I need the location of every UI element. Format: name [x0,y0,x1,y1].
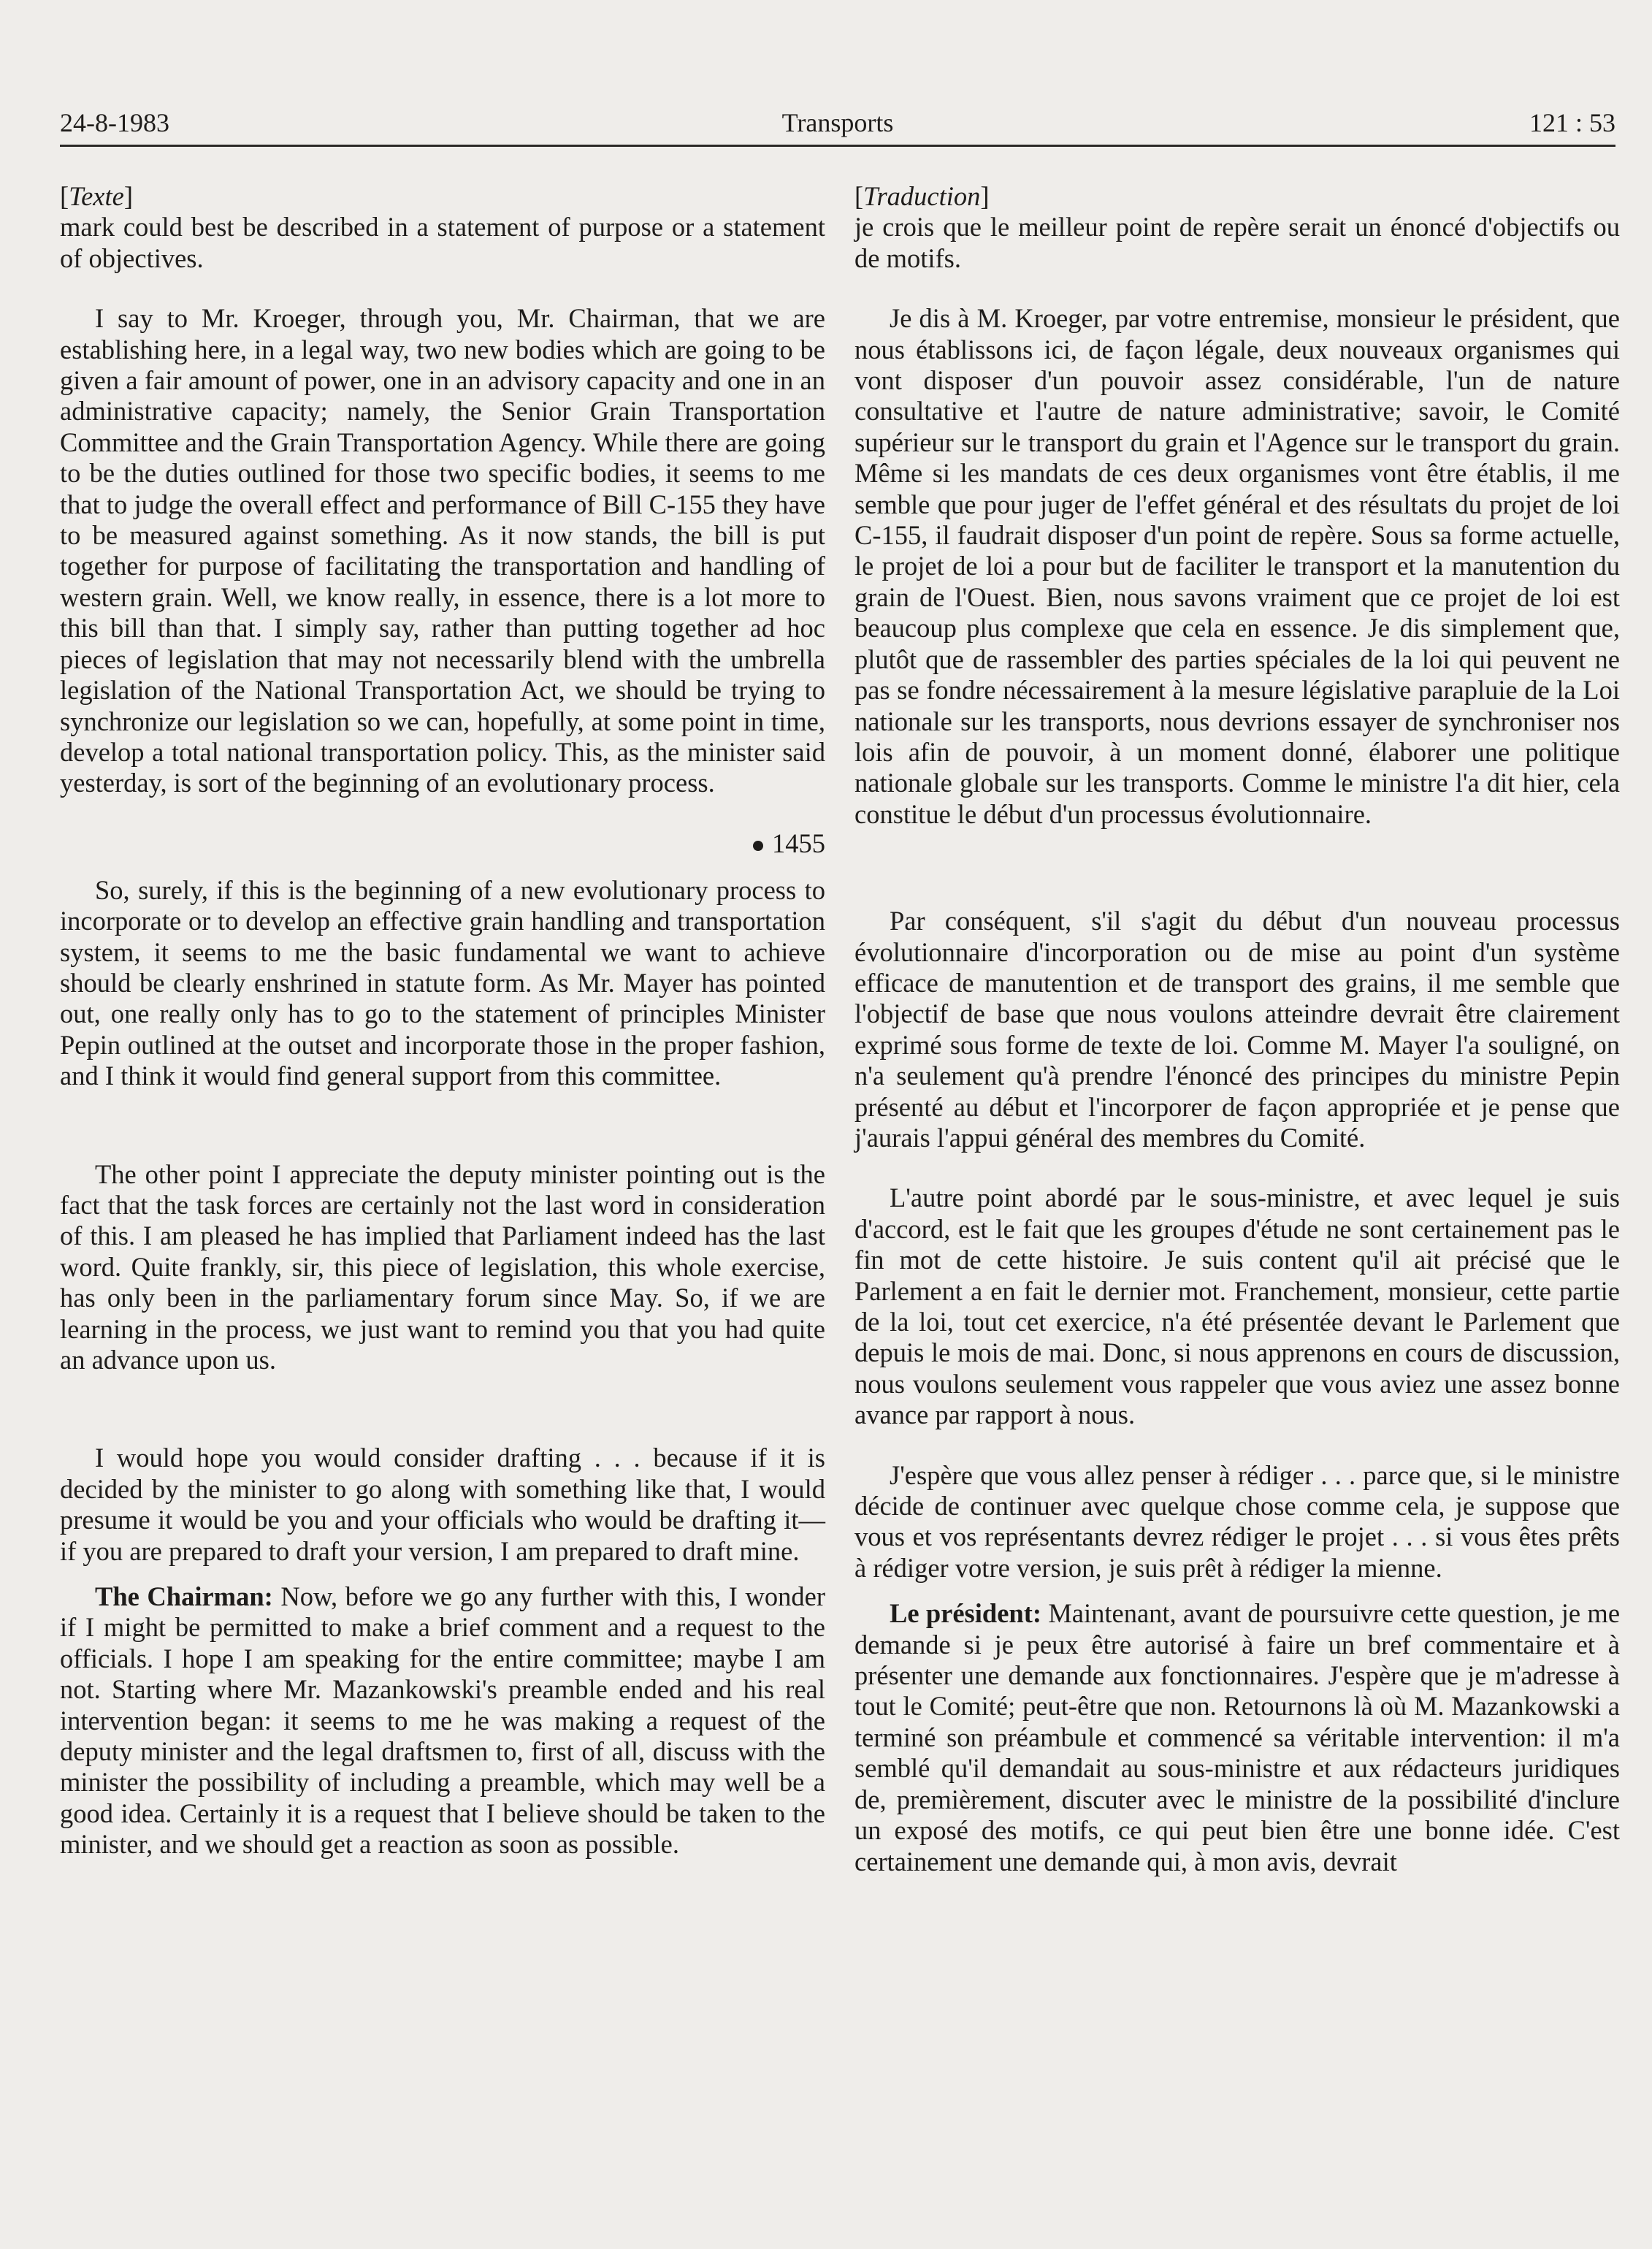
paragraph: mark could best be described in a statement of purpose or a statement of objectives. [60,212,825,273]
paragraph: je crois que le meilleur point de repère serait un énoncé d'objectifs ou de motifs. [854,212,1620,273]
speaker-name: The Chairman: [95,1581,273,1612]
time-marker: 1455 [60,828,825,859]
paragraph: L'autre point abordé par le sous-ministre, et avec lequel je suis d'accord, est le fait que les groupes d'étude ne sont certainement pas le fin mot de cette histoire. Je suis content qu'il ait précisé que le Parlement a en fait le dernier mot. Franchement, monsieur, cette partie de la loi, tout cet exercice, n'a été présentée devant le Parlement que depuis le mois de mai. Donc, si nous apprenons en cours de discussion, nous voulons seulement vous rappeler que vous aviez une assez bonne avance par rapport à nous. [854,1183,1620,1430]
header-title: Transports [781,108,894,137]
paragraph: I would hope you would consider drafting . . . because if it is decided by the minister to go along with something like that, I would presume it would be you and your officials who would be drafting it—if you are prepared to draft your version, I am prepared to draft mine. [60,1443,825,1566]
page-header [60,107,1615,147]
french-column [854,181,1620,1877]
speaker-name: Le président: [890,1598,1042,1629]
header-date: 24-8-1983 [60,108,169,137]
speaker-paragraph [854,1598,1620,1877]
paragraph: So, surely, if this is the beginning of a new evolutionary process to incorporate or to develop an effective grain handling and transportation system, it seems to me the basic fundamental we want to achieve should be clearly enshrined in statute form. As Mr. Mayer has pointed out, one really only has to go to the statement of principles Minister Pepin outlined at the outset and incorporate those in the proper fashion, and I think it would find general support from this committee. [60,874,825,1091]
bullet-icon [753,841,763,851]
column-label-traduction: [Traduction] [854,181,990,211]
paragraph: J'espère que vous allez penser à rédiger . . . parce que, si le ministre décide de continuer avec quelque chose comme cela, je suppose que vous et vos représentants devrez rédiger le projet . . . si vous êtes prêts à rédiger votre version, je suis prêt à rédiger la mienne. [854,1459,1620,1583]
paragraph: Je dis à M. Kroeger, par votre entremise, monsieur le président, que nous établissons ici, de façon légale, deux nouveaux organismes qui vont disposer d'un pouvoir assez considérable, l'un de nature consultative et l'autre de nature administrative; savoir, le Comité supérieur sur le transport du grain et l'Agence sur le transport du grain. Même si les mandats de ces deux organismes vont être établis, il me semble que pour juger de l'effet général et des résultats du projet de loi C-155, il faudrait disposer d'un point de repère. Sous sa forme actuelle, le projet de loi a pour but de faciliter le transport et la manutention du grain de l'Ouest. Bien, nous savons vraiment que ce projet de loi est beaucoup plus complexe que cela en essence. Je dis simplement que, plutôt que de rassembler des parties spéciales de la loi qui peuvent ne pas se fondre nécessairement à la mesure législative parapluie de la Loi nationale sur les transports, nous devrions essayer de synchroniser nos lois afin de pouvoir, à un moment donné, élaborer une politique nationale globale sur les transports. Comme le ministre l'a dit hier, cela constitue le début d'un processus évolutionnaire. [854,303,1620,829]
paragraph: The other point I appreciate the deputy minister pointing out is the fact that the task forces are certainly not the last word in consideration of this. I am pleased he has implied that Parliament indeed has the last word. Quite frankly, sir, this piece of legislation, this whole exercise, has only been in the parliamentary forum since May. So, if we are learning in the process, we just want to remind you that you had quite an advance upon us. [60,1158,825,1375]
header-page-number: 121 : 53 [1529,108,1615,137]
english-column [60,181,825,1860]
speaker-paragraph [60,1581,825,1860]
paragraph: Par conséquent, s'il s'agit du début d'un nouveau processus évolutionnaire d'incorporation ou de mise au point d'un système efficace de manutention et de transport des grains, il me semble que l'objectif de base que nous voulons atteindre devrait être clairement exprimé sous forme de texte de loi. Comme M. Mayer l'a souligné, on n'a seulement qu'à prendre l'énoncé des principes du ministre Pepin présenté au début et l'incorporer de façon appropriée et je pense que j'aurais l'appui général des membres du Comité. [854,906,1620,1153]
column-label-texte: [Texte] [60,181,134,211]
speaker-text: Maintenant, avant de poursuivre cette question, je me demande si je peux être autorisé à faire un bref commentaire et à présenter une demande aux fonctionnaires. J'espère que je m'adresse à tout le Comité; peut-être que non. Retournons là où M. Mazankowski a terminé son préambule et commencé sa véritable intervention: il m'a semblé qu'il demandait au sous-ministre et aux rédacteurs juridiques de, premièrement, discuter avec le ministre de la possibilité d'inclure un exposé des motifs, ce qui peut bien être une bonne idée. C'est certainement une demande qui, à mon avis, devrait [854,1598,1621,1876]
speaker-text: Now, before we go any further with this, I wonder if I might be permitted to make a brief comment and a request to the officials. I hope I am speaking for the entire committee; maybe I am not. Starting where Mr. Mazankowski's preamble ended and his real intervention began: it seems to me he was making a request of the deputy minister and the legal draftsmen to, first of all, discuss with the minister the possibility of including a preamble, which may well be a good idea. Certainly it is a request that I believe should be taken to the minister, and we should get a reaction as soon as possible. [60,1581,826,1860]
paragraph: I say to Mr. Kroeger, through you, Mr. Chairman, that we are establishing here, in a legal way, two new bodies which are going to be given a fair amount of power, one in an advisory capacity and one in an administrative capacity; namely, the Senior Grain Transportation Committee and the Grain Transportation Agency. While there are going to be the duties outlined for those two specific bodies, it seems to me that to judge the overall effect and performance of Bill C-155 they have to be measured against something. As it now stands, the bill is put together for purpose of facilitating the transportation and handling of western grain. Well, we know really, in essence, there is a lot more to this bill than that. I simply say, rather than putting together ad hoc pieces of legislation that may not necessarily blend with the umbrella legislation of the National Transportation Act, we should be trying to synchronize our legislation so we can, hopefully, at some point in time, develop a total national transportation policy. This, as the minister said yesterday, is sort of the beginning of an evolutionary process. [60,303,825,798]
